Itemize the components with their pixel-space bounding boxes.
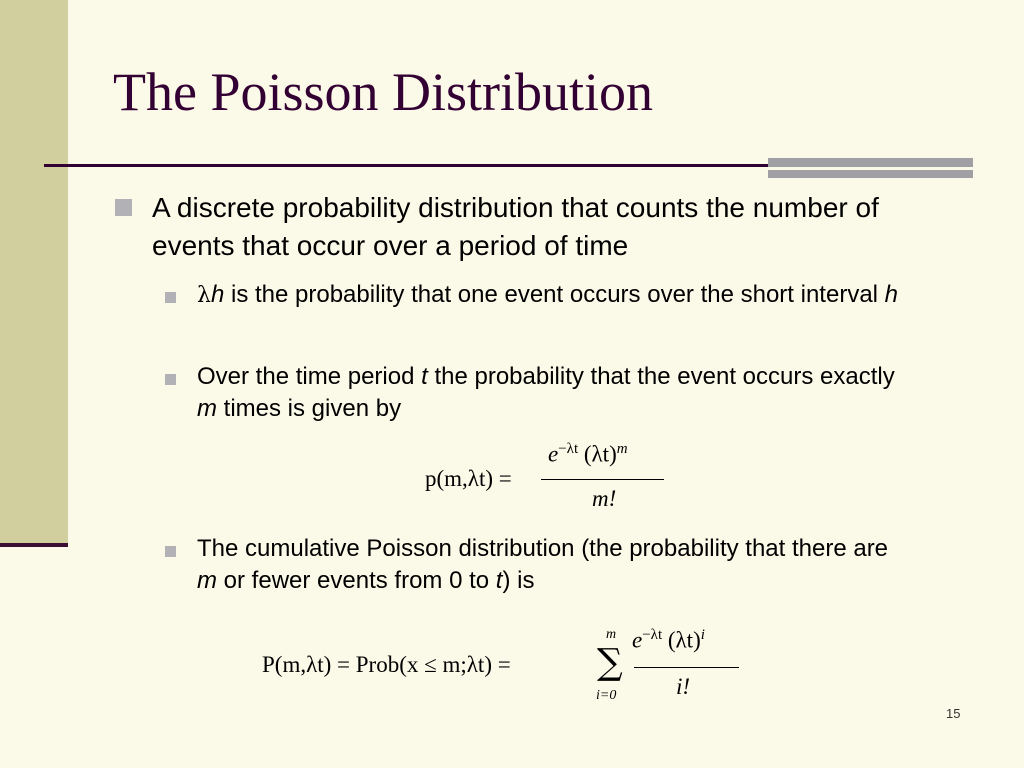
slide-title: The Poisson Distribution — [113, 62, 654, 122]
equation1-fraction-bar — [541, 479, 664, 480]
left-decorative-band — [0, 0, 68, 545]
page-number: 15 — [946, 706, 961, 721]
square-bullet-icon — [165, 374, 176, 385]
title-rule — [44, 164, 770, 167]
equation2-denominator: i! — [676, 674, 691, 699]
equation2-sum-upper: m — [606, 627, 617, 642]
equation1-lhs: p(m,λt) = — [425, 466, 512, 491]
sub-bullet-text: λh is the probability that one event occurs over the short interval h — [197, 281, 899, 308]
equation2-numerator: $e^{-\lambda t}$ $(\lambda t)^i$ — [632, 627, 705, 653]
bullet-main-text: A discrete probability distribution that counts the number of events that occur over a period of time — [152, 192, 879, 261]
sub-bullet-cumulative — [165, 533, 910, 597]
equation1-denominator: m! — [592, 486, 617, 511]
sub-bullet-text: Over the time period t the probability that the event occurs exactly m times is given by — [197, 363, 895, 422]
equation1-numerator: $e^{-\lambda t}$ $(\lambda t)^m$ — [548, 441, 628, 467]
sub-bullet-text: The cumulative Poisson distribution (the probability that there are m or fewer events from 0 to t) is — [197, 535, 889, 594]
equation2-lhs: P(m,λt) = Prob(x ≤ m;λt) = — [262, 652, 511, 677]
square-bullet-icon — [115, 199, 132, 216]
left-band-accent-line — [0, 543, 68, 547]
decorative-bar-top — [768, 158, 973, 167]
square-bullet-icon — [165, 546, 176, 557]
sub-bullet-lambda-h — [165, 279, 910, 312]
decorative-bar-bottom — [768, 170, 973, 178]
square-bullet-icon — [165, 292, 176, 303]
sub-bullet-time-period — [165, 361, 910, 425]
equation2-sum-lower: i=0 — [596, 688, 617, 703]
bullet-main — [115, 189, 905, 265]
equation2-fraction-bar — [634, 667, 739, 668]
equation2-sum-symbol: ∑ — [597, 642, 623, 683]
